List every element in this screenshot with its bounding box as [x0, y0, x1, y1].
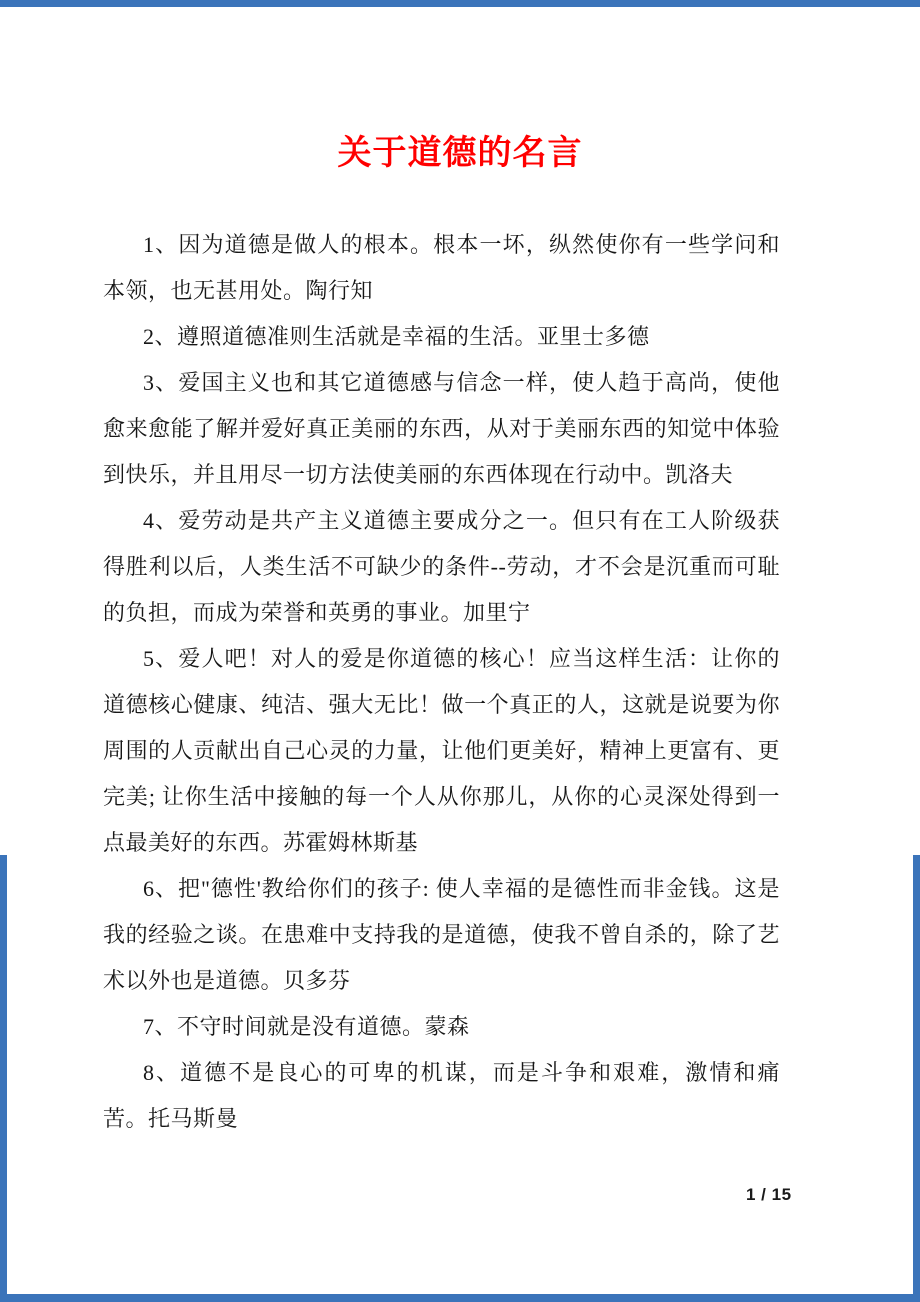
document-title: 关于道德的名言 [337, 135, 583, 172]
quote-paragraph-6: 6、把"德性'教给你们的孩子: 使人幸福的是德性而非金钱。这是我的经验之谈。在患难中支持我的是道德，使我不曾自杀的，除了艺术以外也是道德。贝多芬 [103, 876, 780, 993]
page-border-right [913, 855, 920, 1302]
quote-paragraph-5: 5、爱人吧！对人的爱是你道德的核心！应当这样生活：让你的道德核心健康、纯洁、强大无比！做一个真正的人，这就是说要为你周围的人贡献出自己心灵的力量，让他们更美好，精神上更富有、更完美; 让你生活中接触的每一个人从你那儿，从你的心灵深处得到一点最美好的东西。苏霍姆林斯基 [103, 646, 780, 855]
quote-paragraph-4: 4、爱劳动是共产主义道德主要成分之一。但只有在工人阶级获得胜利以后，人类生活不可缺少的条件--劳动，才不会是沉重而可耻的负担，而成为荣誉和英勇的事业。加里宁 [103, 508, 780, 625]
quote-paragraph-7: 7、不守时间就是没有道德。蒙森 [143, 1014, 470, 1039]
page-border-top [0, 0, 920, 7]
page-border-left [0, 855, 7, 1302]
quote-paragraph-3: 3、爱国主义也和其它道德感与信念一样，使人趋于高尚，使他愈来愈能了解并爱好真正美丽的东西，从对于美丽东西的知觉中体验到快乐，并且用尽一切方法使美丽的东西体现在行动中。凯洛夫 [103, 370, 780, 487]
page-border-bottom [0, 1294, 920, 1302]
quote-paragraph-2: 2、遵照道德准则生活就是幸福的生活。亚里士多德 [143, 324, 650, 349]
quote-paragraph-1: 1、因为道德是做人的根本。根本一坏，纵然使你有一些学问和本领，也无甚用处。陶行知 [103, 232, 780, 303]
page-number: 1 / 15 [746, 1185, 792, 1204]
quote-paragraph-8: 8、道德不是良心的可卑的机谋，而是斗争和艰难，激情和痛苦。托马斯曼 [103, 1060, 780, 1131]
document-body [0, 222, 920, 1142]
